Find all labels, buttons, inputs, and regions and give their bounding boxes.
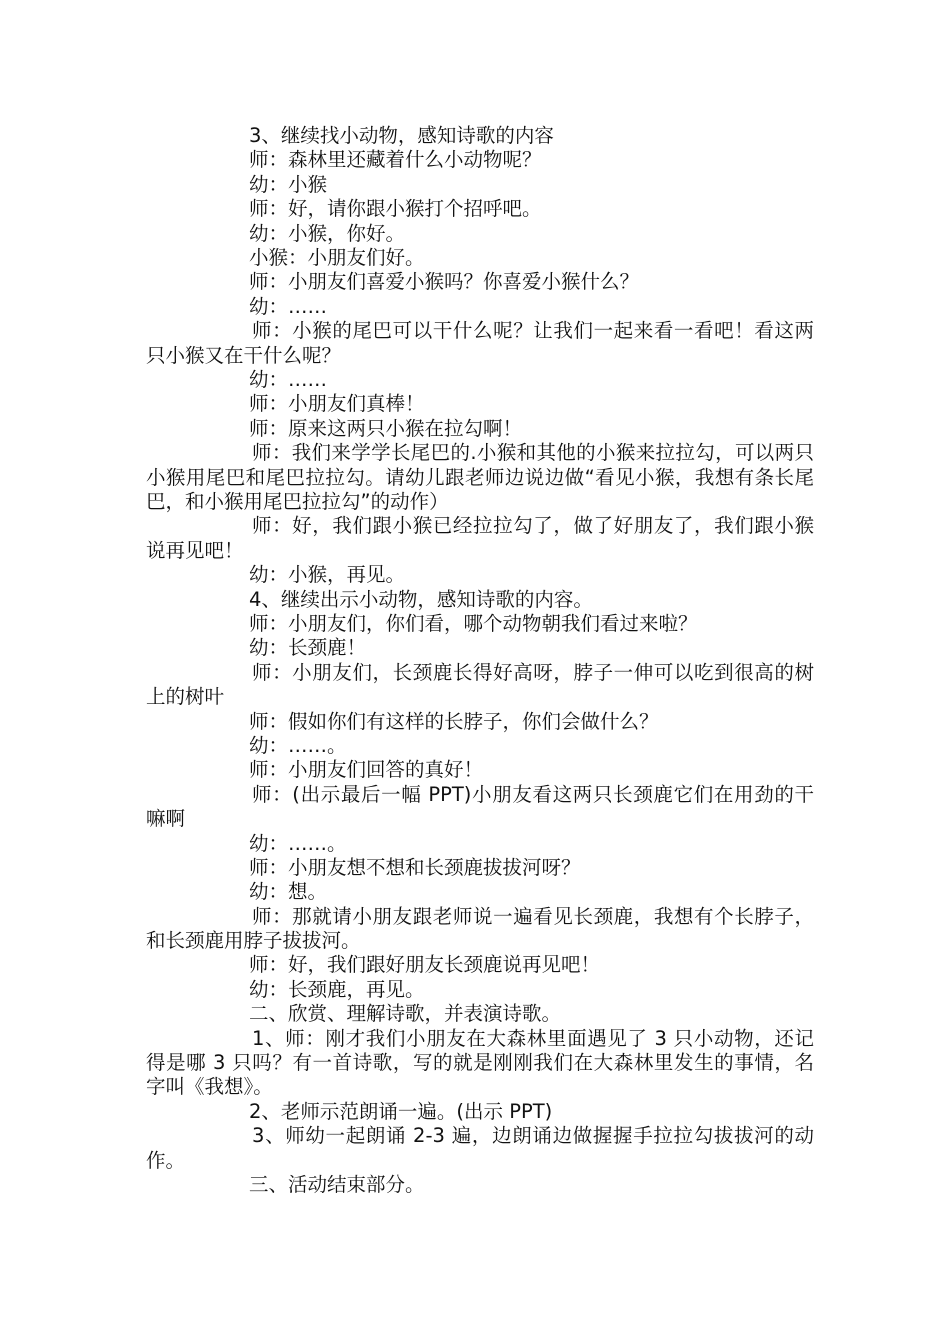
paragraph: 师：假如你们有这样的长脖子，你们会做什么？ — [249, 709, 659, 733]
paragraph: 师：好，我们跟好朋友长颈鹿说再见吧！ — [249, 953, 601, 977]
paragraph: 1、师：刚才我们小朋友在大森林里面遇见了 3 只小动物，还记得是哪 3 只吗？有一首诗歌，写的就是刚刚我们在大森林里发生的事情，名字叫《我想》。 — [146, 1026, 814, 1099]
paragraph: 师：小朋友想不想和长颈鹿拔拔河呀？ — [249, 855, 581, 879]
paragraph: 师：小朋友们真棒！ — [249, 392, 425, 416]
paragraph: 师：森林里还藏着什么小动物呢？ — [249, 148, 542, 172]
paragraph: 师：小朋友们喜爱小猴吗？你喜爱小猴什么？ — [249, 270, 640, 294]
section-heading: 3、继续找小动物，感知诗歌的内容 — [249, 124, 554, 147]
paragraph: 幼：长颈鹿，再见。 — [249, 977, 425, 1001]
paragraph: 师：小猴的尾巴可以干什么呢？让我们一起来看一看吧！看这两只小猴又在干什么呢？ — [146, 319, 814, 367]
paragraph: 师：小朋友们回答的真好！ — [249, 758, 484, 782]
paragraph: 师：我们来学学长尾巴的.小猴和其他的小猴来拉拉勾，可以两只小猴用尾巴和尾巴拉拉勾。请幼儿跟老师边说边做“看见小猴，我想有条长尾巴，和小猴用尾巴拉拉勾”的动作） — [146, 441, 814, 513]
paragraph: 师：小朋友们，你们看，哪个动物朝我们看过来啦？ — [249, 611, 698, 635]
paragraph: 小猴：小朋友们好。 — [249, 245, 425, 269]
section-heading: 三、活动结束部分。 — [249, 1173, 425, 1197]
section-heading: 4、继续出示小动物，感知诗歌的内容。 — [249, 587, 593, 611]
section-heading: 二、欣赏、理解诗歌，并表演诗歌。 — [249, 1002, 562, 1026]
document-body — [146, 124, 814, 1197]
paragraph: 师：小朋友们，长颈鹿长得好高呀，脖子一伸可以吃到很高的树上的树叶 — [146, 660, 814, 709]
paragraph: 幼：想。 — [249, 880, 328, 904]
paragraph: 3、师幼一起朗诵 2-3 遍，边朗诵边做握握手拉拉勾拔拔河的动作。 — [146, 1124, 814, 1172]
paragraph: 幼：……。 — [249, 733, 347, 757]
paragraph: 幼：长颈鹿！ — [249, 636, 367, 660]
paragraph: 幼：…… — [249, 367, 328, 391]
paragraph: 幼：小猴，再见。 — [249, 563, 406, 587]
paragraph: 幼：…… — [249, 294, 328, 318]
paragraph: 师：(出示最后一幅 PPT)小朋友看这两只长颈鹿它们在用劲的干嘛啊 — [146, 782, 814, 831]
paragraph: 幼：小猴 — [249, 172, 328, 196]
paragraph: 师：好，我们跟小猴已经拉拉勾了，做了好朋友了，我们跟小猴说再见吧！ — [146, 514, 814, 562]
paragraph: 师：那就请小朋友跟老师说一遍看见长颈鹿，我想有个长脖子，和长颈鹿用脖子拔拔河。 — [146, 904, 814, 953]
paragraph: 幼：……。 — [249, 831, 347, 855]
paragraph: 幼：小猴，你好。 — [249, 221, 406, 245]
paragraph: 师：原来这两只小猴在拉勾啊！ — [249, 416, 523, 440]
paragraph: 师：好，请你跟小猴打个招呼吧。 — [249, 197, 542, 221]
paragraph: 2、老师示范朗诵一遍。(出示 PPT) — [249, 1099, 553, 1123]
